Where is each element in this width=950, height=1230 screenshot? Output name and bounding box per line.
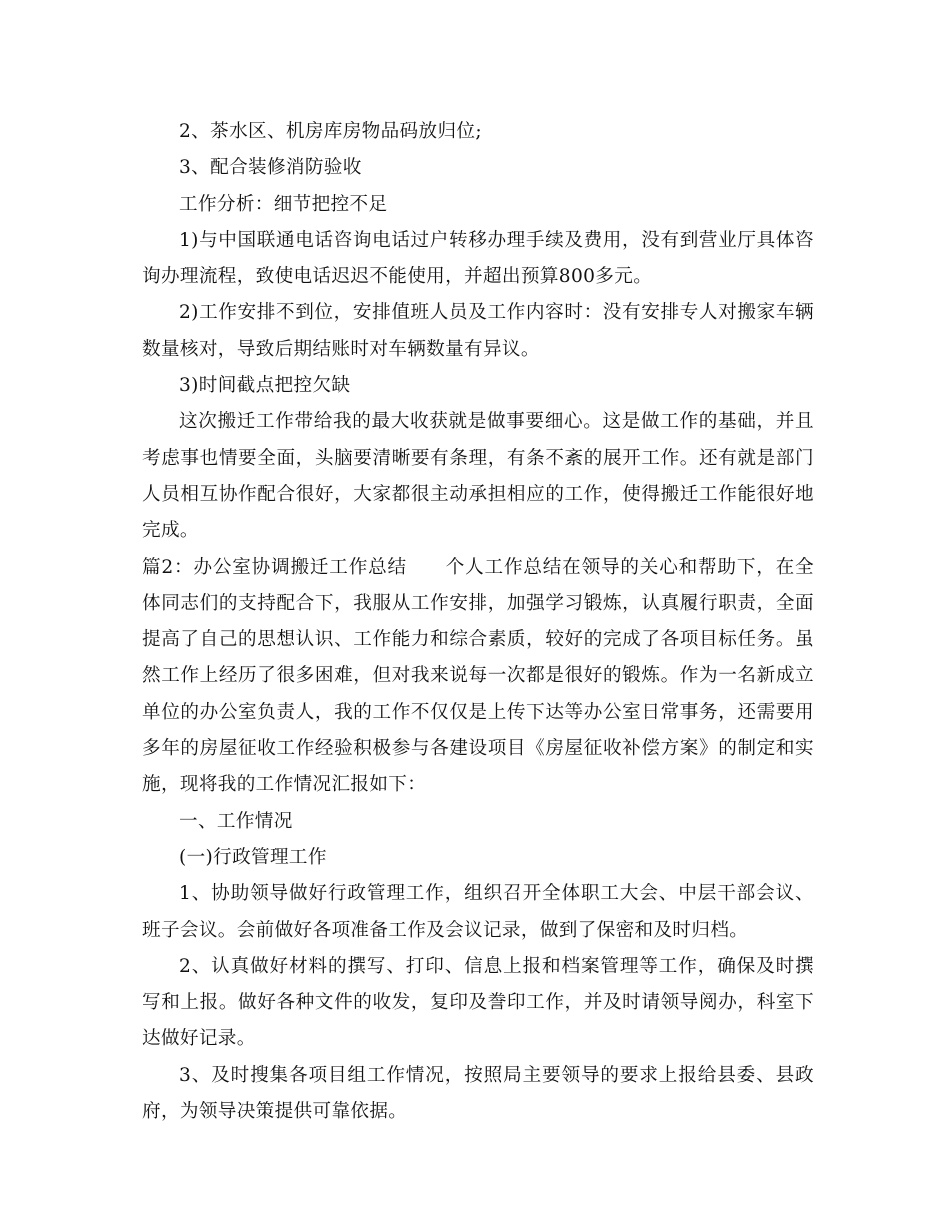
paragraph: 2)工作安排不到位，安排值班人员及工作内容时：没有安排专人对搬家车辆数量核对，导致后期结账时对车辆数量有异议。: [142, 302, 814, 360]
paragraph: 这次搬迁工作带给我的最大收获就是做事要细心。这是做工作的基础，并且考虑事也情要全面，头脑要清晰要有条理，有条不紊的展开工作。还有就是部门人员相互协作配合很好，大家都很主动承担相应的工作，使得搬迁工作能很好地完成。: [142, 411, 814, 542]
paragraph: 1)与中国联通电话咨询电话过户转移办理手续及费用，没有到营业厅具体咨询办理流程，致使电话迟迟不能使用，并超出预算800多元。: [142, 229, 814, 288]
subsection-heading: (一)行政管理工作: [179, 846, 327, 868]
paragraph: 3、及时搜集各项目组工作情况，按照局主要领导的要求上报给县委、县政府，为领导决策提供可靠依据。: [142, 1064, 814, 1123]
paragraph: 工作分析：细节把控不足: [179, 193, 388, 215]
paragraph: 2、认真做好材料的撰写、打印、信息上报和档案管理等工作，确保及时撰写和上报。做好各种文件的收发，复印及誊印工作，并及时请领导阅办，科室下达做好记录。: [142, 955, 814, 1050]
section-heading: 一、工作情况: [179, 810, 293, 832]
paragraph: 1、协助领导做好行政管理工作，组织召开全体职工大会、中层干部会议、班子会议。会前做好各项准备工作及会议记录，做到了保密和及时归档。: [142, 883, 814, 941]
document-body: [142, 114, 814, 1130]
section-heading-paragraph: 篇2：办公室协调搬迁工作总结 个人工作总结在领导的关心和帮助下，在全体同志们的支持配合下，我服从工作安排，加强学习锻炼，认真履行职责，全面提高了自己的思想认识、工作能力和综合素质，较好的完成了各项目标任务。虽然工作上经历了很多困难，但对我来说每一次都是很好的锻炼。作为一名新成立单位的办公室负责人，我的工作不仅仅是上传下达等办公室日常事务，还需要用多年的房屋征收工作经验积极参与各建设项目《房屋征收补偿方案》的制定和实施，现将我的工作情况汇报如下：: [142, 556, 814, 796]
paragraph: 2、茶水区、机房库房物品码放归位;: [179, 121, 482, 142]
paragraph: 3、配合装修消防验收: [179, 157, 362, 179]
paragraph: 3)时间截点把控欠缺: [179, 375, 351, 397]
